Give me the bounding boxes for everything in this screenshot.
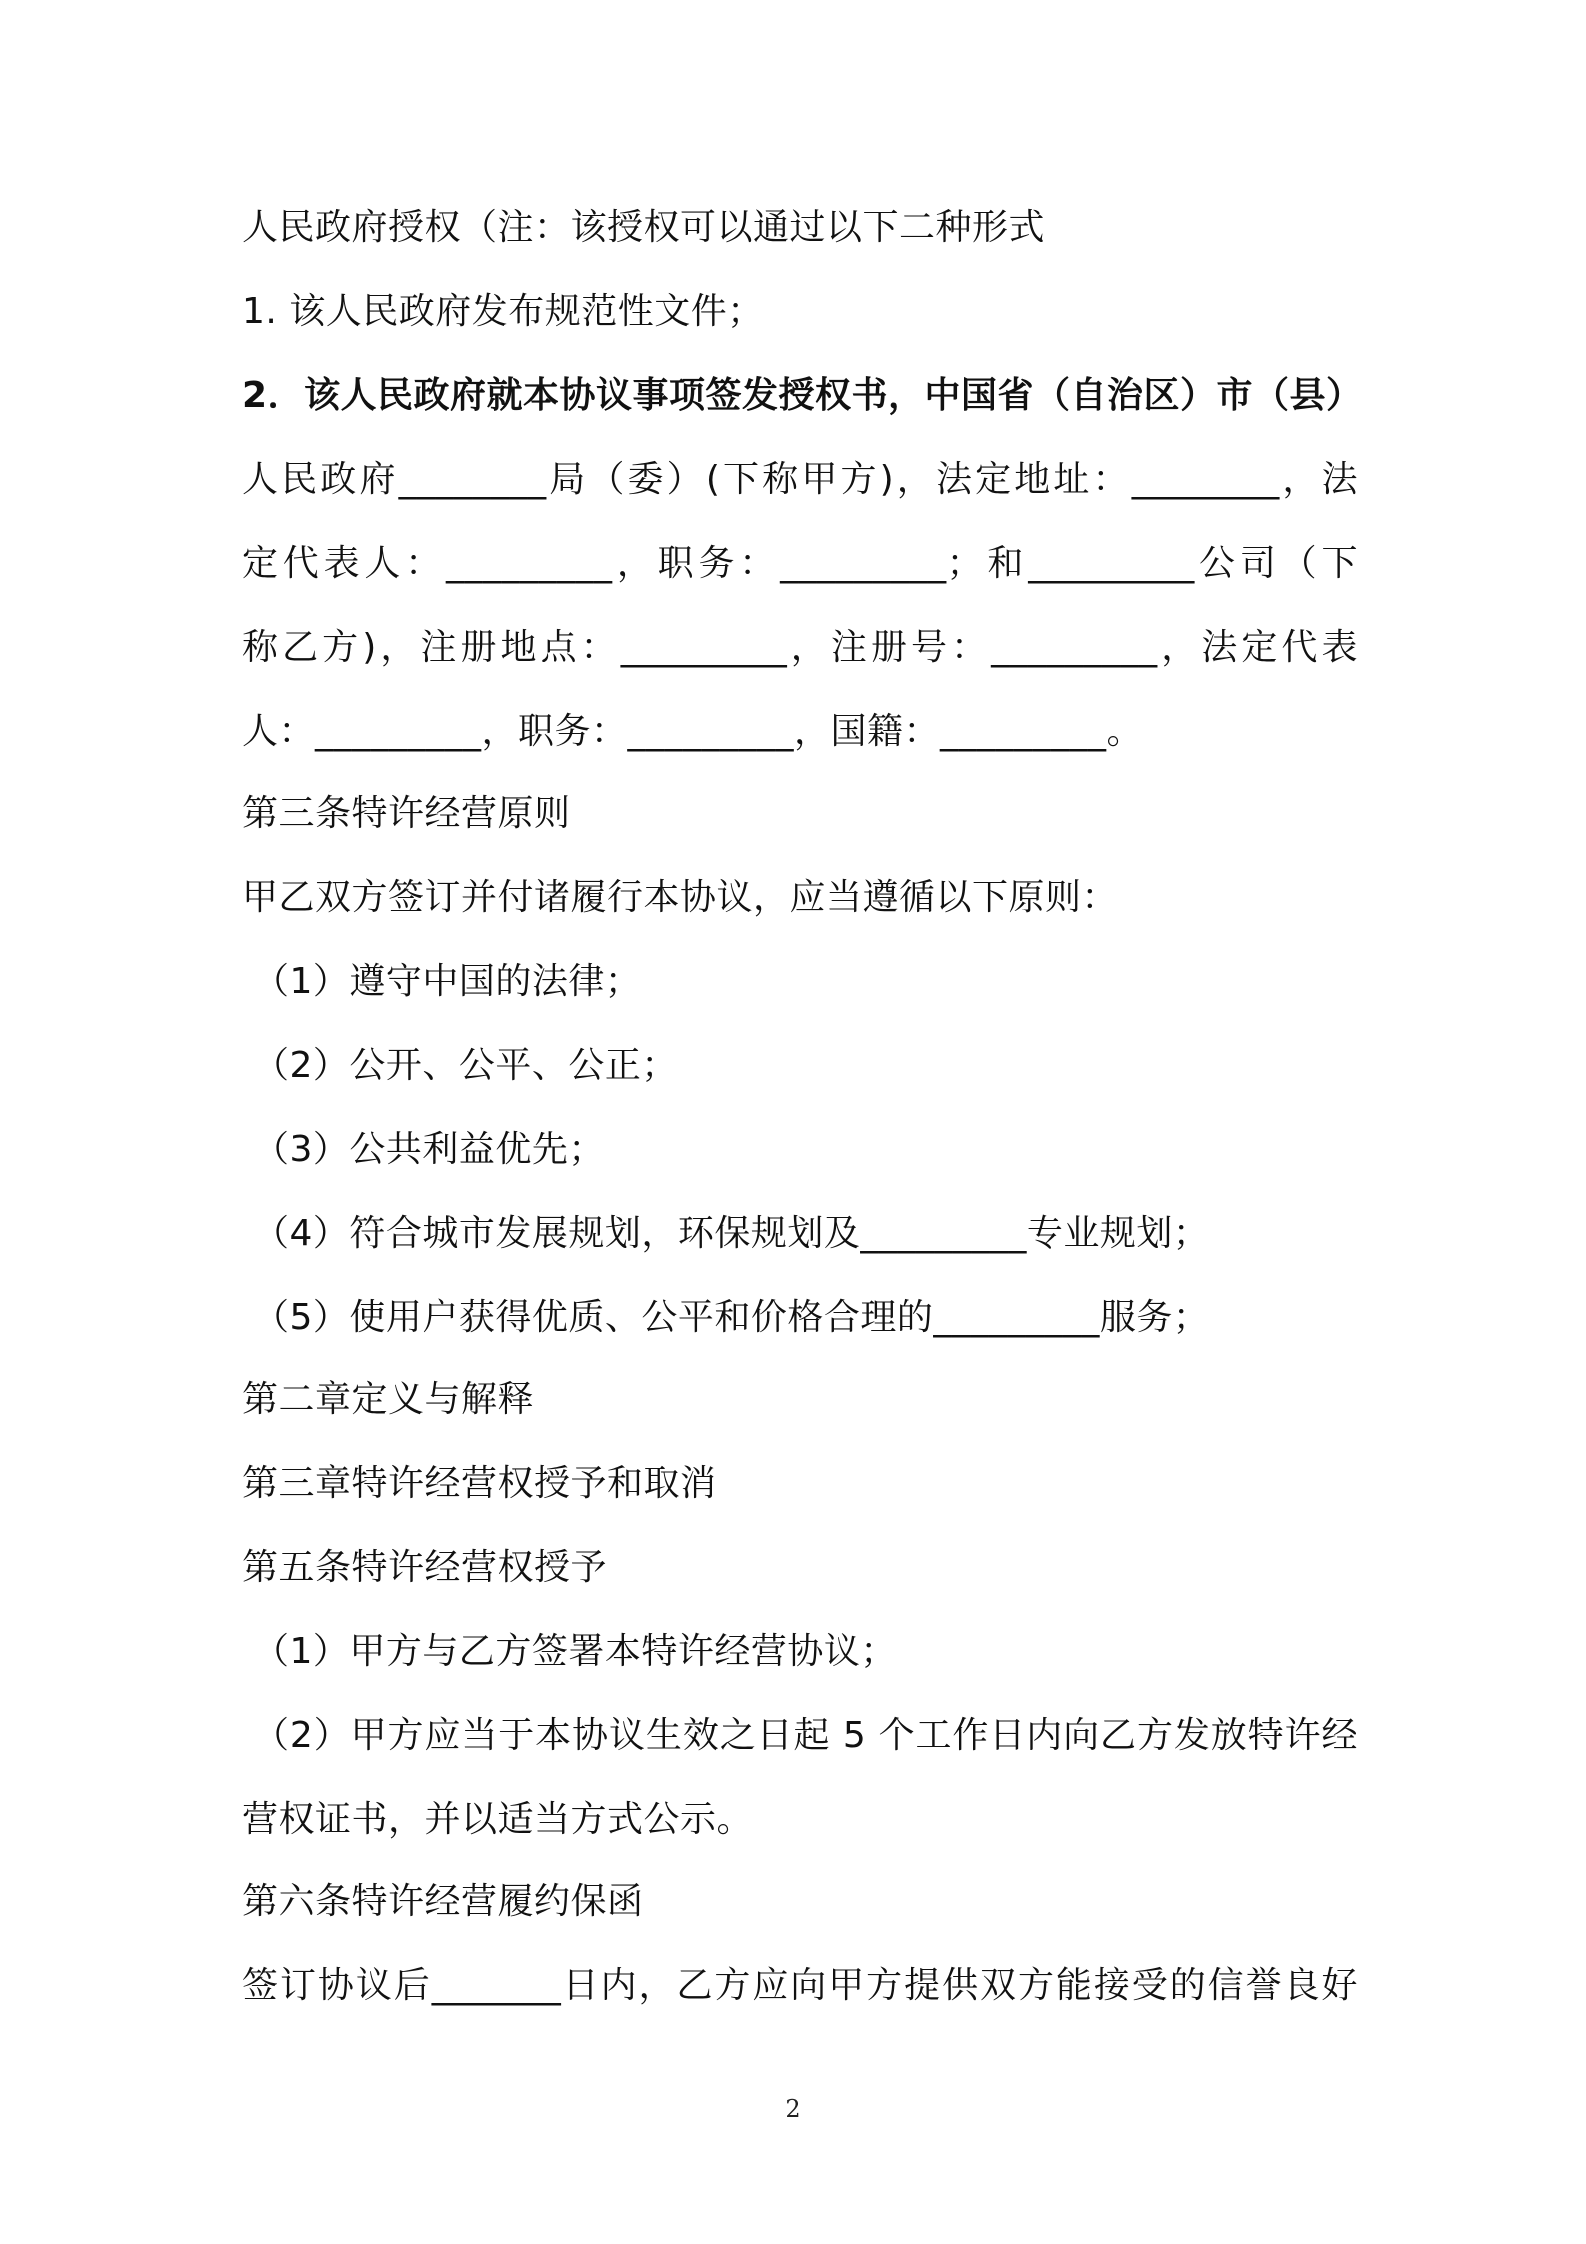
text-line: 营权证书，并以适当方式公示。 bbox=[242, 1799, 754, 1840]
text-line: 定代表人：_________，职务：_________；和_________公司（下 bbox=[242, 543, 1358, 584]
section-heading: 第三条特许经营原则 bbox=[242, 793, 571, 834]
text-line: 1. 该人民政府发布规范性文件； bbox=[242, 291, 764, 332]
text-line: 人：_________，职务：_________，国籍：_________。 bbox=[242, 711, 1144, 752]
text-line: 签订协议后_______日内，乙方应向甲方提供双方能接受的信誉良好 bbox=[242, 1965, 1358, 2006]
list-item: （2）公开、公平、公正； bbox=[253, 1045, 678, 1086]
section-heading: 第五条特许经营权授予 bbox=[242, 1547, 608, 1588]
chapter-heading: 第三章特许经营权授予和取消 bbox=[242, 1463, 717, 1504]
text-line: 2．该人民政府就本协议事项签发授权书，中国省（自治区）市（县） bbox=[242, 375, 1363, 416]
section-heading: 第六条特许经营履约保函 bbox=[242, 1881, 644, 1922]
page-number: 2 bbox=[785, 2095, 801, 2123]
text-line: 人民政府________局（委）(下称甲方)，法定地址：________，法 bbox=[242, 459, 1358, 500]
list-item: （5）使用户获得优质、公平和价格合理的_________服务； bbox=[253, 1297, 1210, 1338]
chapter-heading: 第二章定义与解释 bbox=[242, 1379, 535, 1420]
list-item: （2）甲方应当于本协议生效之日起 5 个工作日内向乙方发放特许经 bbox=[253, 1715, 1358, 1756]
list-item: （3）公共利益优先； bbox=[253, 1129, 605, 1170]
text-line: 甲乙双方签订并付诸履行本协议，应当遵循以下原则： bbox=[242, 877, 1119, 918]
text-line: 称乙方)，注册地点：_________，注册号：_________，法定代表 bbox=[242, 627, 1358, 668]
text-line: 人民政府授权（注：该授权可以通过以下二种形式 bbox=[242, 207, 1046, 248]
list-item: （1）遵守中国的法律； bbox=[253, 961, 642, 1002]
list-item: （1）甲方与乙方签署本特许经营协议； bbox=[253, 1631, 897, 1672]
list-item: （4）符合城市发展规划，环保规划及_________专业规划； bbox=[253, 1213, 1210, 1254]
